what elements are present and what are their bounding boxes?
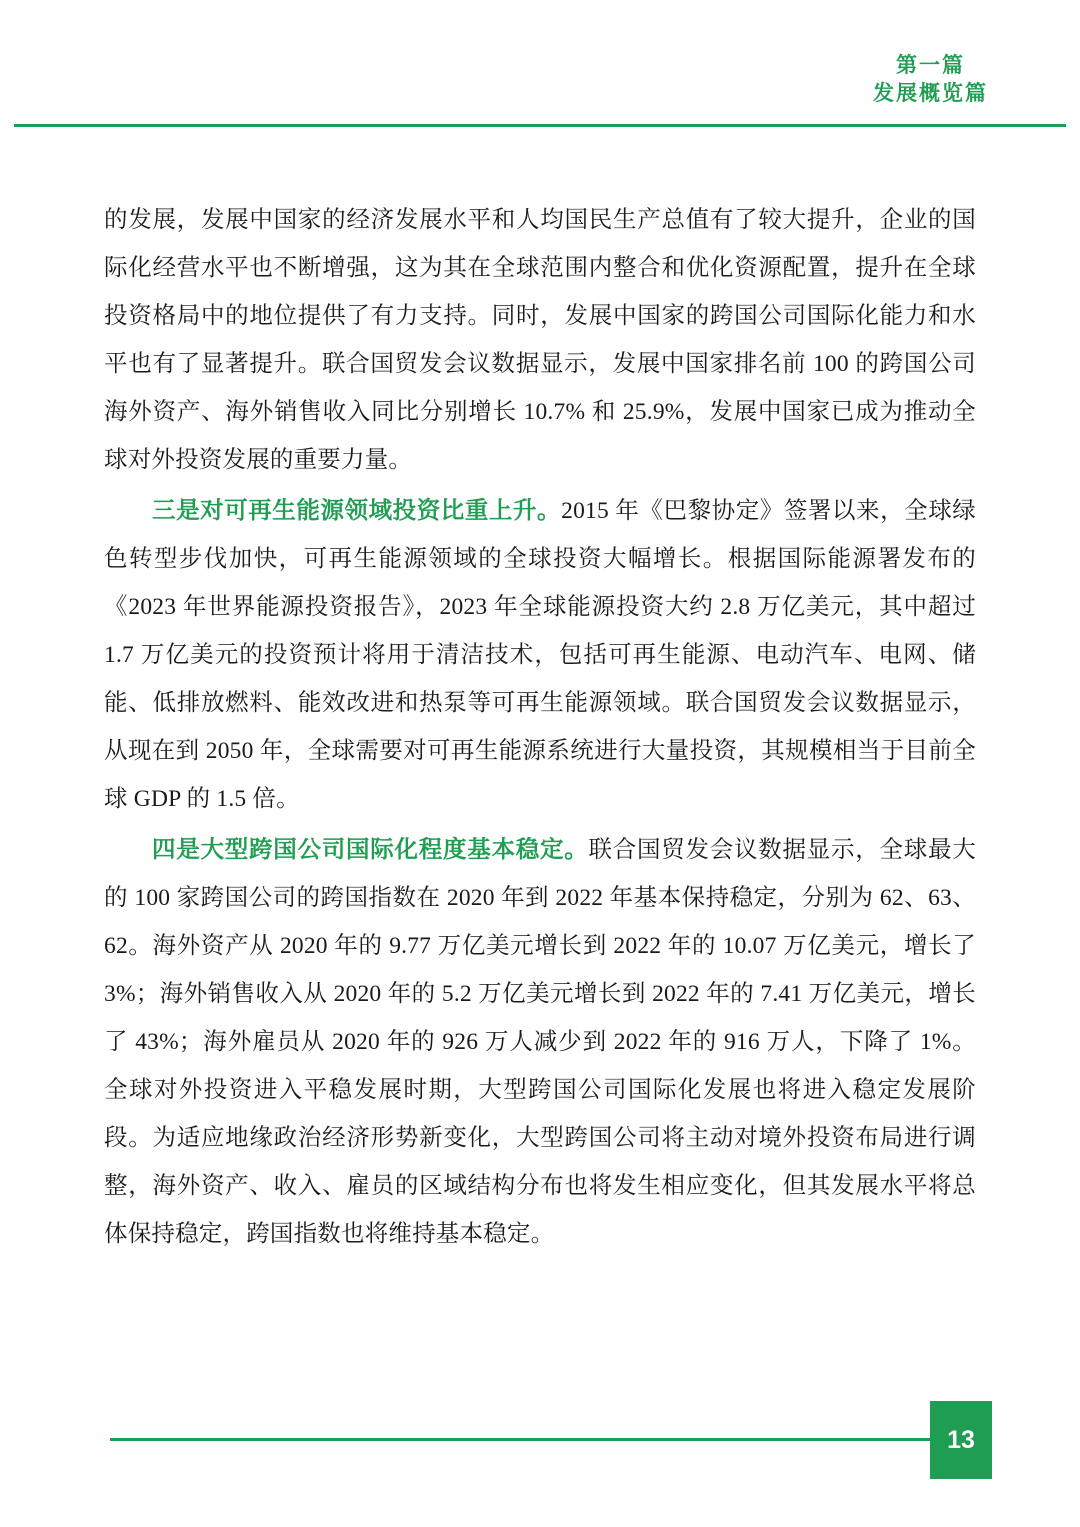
paragraph-mnc-lead: 四是大型跨国公司国际化程度基本稳定。 bbox=[152, 836, 589, 862]
paragraph-mnc bbox=[104, 825, 976, 1258]
footer-divider bbox=[110, 1438, 970, 1441]
page-header bbox=[873, 52, 988, 107]
paragraph-mnc-text: 联合国贸发会议数据显示，全球最大的 100 家跨国公司的跨国指数在 2020 年到 2022 年基本保持稳定，分别为 62、63、62。海外资产从 2020 年的 9.77 万亿美元增长到 2022 年的 10.07 万亿美元，增长了 3%；海外销售收入从 2020 年的 5.2 万亿美元增长到 2022 年的 7.41 万亿美元，增长了 43%；海外雇员从 2020 年的 926 万人减少到 2022 年的 916 万人，下降了 1%。全球对外投资进入平稳发展时期，大型跨国公司国际化发展也将进入稳定发展阶段。为适应地缘政治经济形势新变化，大型跨国公司将主动对境外投资布局进行调整，海外资产、收入、雇员的区域结构分布也将发生相应变化，但其发展水平将总体保持稳定，跨国指数也将维持基本稳定。 bbox=[104, 837, 976, 1247]
page-number: 13 bbox=[930, 1401, 992, 1479]
paragraph-renewable-lead: 三是对可再生能源领域投资比重上升。 bbox=[152, 497, 562, 523]
paragraph-renewable bbox=[104, 486, 976, 823]
header-section-title: 第一篇 bbox=[896, 54, 965, 77]
header-section-subtitle: 发展概览篇 bbox=[873, 81, 988, 105]
header-divider bbox=[14, 124, 1066, 127]
paragraph-continued bbox=[104, 196, 976, 484]
page-content bbox=[104, 196, 976, 1258]
paragraph-continued-text: 的发展，发展中国家的经济发展水平和人均国民生产总值有了较大提升，企业的国际化经营水平也不断增强，这为其在全球范围内整合和优化资源配置，提升在全球投资格局中的地位提供了有力支持。同时，发展中国家的跨国公司国际化能力和水平也有了显著提升。联合国贸发会议数据显示，发展中国家排名前 100 的跨国公司海外资产、海外销售收入同比分别增长 10.7% 和 25.9%，发展中国家已成为推动全球对外投资发展的重要力量。 bbox=[104, 207, 976, 473]
paragraph-renewable-text: 2015 年《巴黎协定》签署以来，全球绿色转型步伐加快，可再生能源领域的全球投资大幅增长。根据国际能源署发布的《2023 年世界能源投资报告》，2023 年全球能源投资大约 2.8 万亿美元，其中超过 1.7 万亿美元的投资预计将用于清洁技术，包括可再生能源、电动汽车、电网、储能、低排放燃料、能效改进和热泵等可再生能源领域。联合国贸发会议数据显示，从现在到 2050 年，全球需要对可再生能源系统进行大量投资，其规模相当于目前全球 GDP 的 1.5 倍。 bbox=[104, 498, 976, 812]
